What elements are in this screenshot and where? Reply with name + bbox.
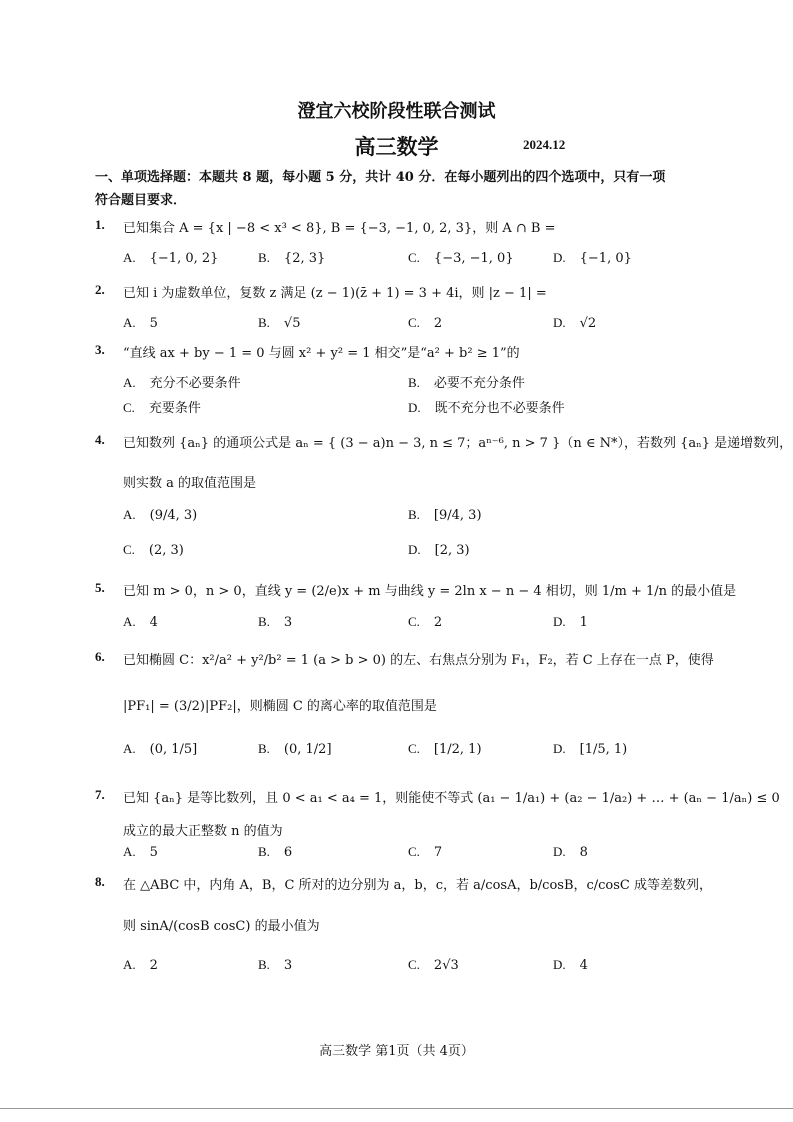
option-text: [2, 3): [434, 543, 470, 558]
answer-option: [123, 957, 158, 973]
option-text: 3: [283, 958, 293, 973]
option-text: [9/4, 3): [433, 508, 482, 523]
question-text: 成立的最大正整数 n 的值为: [123, 824, 283, 839]
question-text: 已知集合 A = {x | −8 < x³ < 8}, B = {−3, −1, 0, 2, 3}，则 A ∩ B =: [123, 221, 556, 236]
option-text: (0, 1/2]: [283, 742, 332, 757]
question-number: 8.: [95, 874, 105, 889]
option-label: B.: [408, 375, 420, 390]
question-number: 4.: [95, 432, 105, 447]
option-text: (9/4, 3): [149, 508, 198, 523]
option-text: 充分不必要条件: [149, 376, 241, 391]
option-text: 5: [149, 845, 158, 860]
question-text: |PF₁| = (3/2)|PF₂|，则椭圆 C 的离心率的取值范围是: [123, 699, 437, 714]
option-label: D.: [553, 250, 566, 265]
option-label: C.: [408, 315, 420, 330]
option-label: D.: [553, 614, 566, 629]
answer-option: [123, 315, 158, 331]
option-text: (0, 1/5]: [149, 742, 198, 757]
option-label: A.: [123, 250, 136, 265]
answer-option: [123, 741, 197, 757]
page-footer: 高三数学 第1页（共 4页）: [319, 1044, 474, 1059]
answer-option: [553, 844, 588, 860]
option-text: {−1, 0, 2}: [149, 251, 219, 266]
option-label: C.: [123, 542, 135, 557]
question-text: 已知椭圆 C：x²/a² + y²/b² = 1 (a > b > 0) 的左、右焦点分别为 F₁，F₂，若 C 上存在一点 P，使得: [123, 653, 714, 668]
option-text: 4: [579, 958, 588, 973]
answer-option: [258, 741, 332, 757]
option-label: D.: [553, 957, 566, 972]
answer-option: [258, 315, 300, 331]
question-text: 已知 m > 0，n > 0，直线 y = (2/e)x + m 与曲线 y = 2ln x − n − 4 相切，则 1/m + 1/n 的最小值是: [123, 584, 737, 599]
answer-option: [408, 614, 442, 630]
option-text: 3: [283, 615, 293, 630]
answer-option: [123, 614, 158, 630]
option-text: 2: [433, 316, 443, 331]
option-label: B.: [408, 507, 420, 522]
question-text: 已知 i 为虚数单位，复数 z 满足 (z − 1)(z̄ + 1) = 3 + 4i，则 |z − 1| =: [123, 286, 547, 301]
question-number: 6.: [95, 649, 105, 664]
section-instructions-cont: 符合题目要求．: [95, 193, 187, 208]
question-number: 2.: [95, 282, 105, 297]
option-label: A.: [123, 957, 136, 972]
option-label: A.: [123, 315, 136, 330]
answer-option: [553, 614, 588, 630]
answer-option: [553, 957, 588, 973]
answer-option: [258, 957, 292, 973]
option-label: D.: [553, 315, 566, 330]
answer-option: [123, 397, 201, 416]
question-text: 则 sinA/(cosB cosC) 的最小值为: [123, 919, 320, 934]
option-label: B.: [258, 844, 270, 859]
option-text: (2, 3): [148, 543, 184, 558]
option-label: C.: [408, 614, 420, 629]
option-text: 2√3: [433, 958, 459, 973]
question-text: 已知数列 {aₙ} 的通项公式是 aₙ = { (3 − a)n − 3, n ≤ 7；aⁿ⁻⁶, n > 7 }（n ∈ N*），若数列 {aₙ} 是递增数列，: [123, 436, 793, 451]
option-text: {2, 3}: [283, 251, 326, 266]
answer-option: [553, 741, 627, 757]
option-text: 2: [149, 958, 158, 973]
option-label: A.: [123, 844, 136, 859]
option-text: [1/2, 1): [433, 742, 482, 757]
question-text: 则实数 a 的取值范围是: [123, 476, 257, 491]
question-text: 在 △ABC 中，内角 A，B，C 所对的边分别为 a，b，c，若 a/cosA，b/cosB，c/cosC 成等差数列，: [123, 878, 713, 893]
answer-option: [258, 614, 292, 630]
answer-option: [123, 542, 184, 558]
exam-subject: 高三数学: [354, 134, 439, 159]
answer-option: [553, 250, 632, 266]
answer-option: [408, 397, 565, 416]
answer-option: [258, 250, 325, 266]
option-label: C.: [123, 400, 135, 415]
option-label: D.: [553, 844, 566, 859]
question-number: 7.: [95, 787, 105, 802]
section-instructions: 一、单项选择题：本题共 8 题，每小题 5 分，共计 40 分．在每小题列出的四个选项中，只有一项: [95, 170, 666, 185]
option-label: C.: [408, 844, 420, 859]
option-text: √5: [283, 316, 301, 331]
answer-option: [408, 315, 442, 331]
option-label: B.: [258, 614, 270, 629]
option-text: 4: [149, 615, 158, 630]
answer-option: [408, 741, 482, 757]
option-text: 必要不充分条件: [433, 376, 525, 391]
answer-option: [408, 542, 470, 558]
option-text: 2: [433, 615, 443, 630]
answer-option: [258, 844, 292, 860]
answer-option: [408, 507, 482, 523]
option-label: D.: [553, 741, 566, 756]
answer-option: [123, 507, 197, 523]
option-text: {−3, −1, 0}: [433, 251, 514, 266]
option-text: √2: [579, 316, 597, 331]
question-number: 3.: [95, 342, 105, 357]
option-label: A.: [123, 507, 136, 522]
answer-option: [553, 315, 596, 331]
exam-date: 2024.12: [523, 137, 566, 152]
option-label: C.: [408, 741, 420, 756]
option-label: A.: [123, 614, 136, 629]
option-label: D.: [408, 400, 421, 415]
option-text: 既不充分也不必要条件: [434, 401, 565, 416]
option-text: 5: [149, 316, 158, 331]
option-label: B.: [258, 315, 270, 330]
exam-title: 澄宜六校阶段性联合测试: [297, 101, 496, 122]
option-label: A.: [123, 741, 136, 756]
option-label: C.: [408, 250, 420, 265]
option-text: 8: [579, 845, 588, 860]
option-text: [1/5, 1): [579, 742, 628, 757]
option-label: B.: [258, 741, 270, 756]
answer-option: [408, 372, 525, 391]
option-text: 6: [283, 845, 293, 860]
answer-option: [123, 250, 218, 266]
option-text: 1: [579, 615, 588, 630]
answer-option: [123, 844, 158, 860]
option-label: B.: [258, 957, 270, 972]
question-number: 5.: [95, 580, 105, 595]
option-text: {−1, 0}: [579, 251, 632, 266]
question-text: 已知 {aₙ} 是等比数列，且 0 < a₁ < a₄ = 1，则能使不等式 (a₁ − 1/a₁) + (a₂ − 1/a₂) + … + (aₙ − 1/aₙ) ≤ 0: [123, 791, 780, 806]
option-text: 充要条件: [148, 401, 201, 416]
option-label: D.: [408, 542, 421, 557]
option-label: B.: [258, 250, 270, 265]
answer-option: [408, 957, 459, 973]
option-text: 7: [433, 845, 443, 860]
page-divider: [0, 1108, 793, 1109]
question-number: 1.: [95, 217, 105, 232]
answer-option: [408, 250, 514, 266]
answer-option: [408, 844, 442, 860]
question-text: “直线 ax + by − 1 = 0 与圆 x² + y² = 1 相交”是“a² + b² ≥ 1”的: [123, 346, 520, 361]
option-label: C.: [408, 957, 420, 972]
answer-option: [123, 372, 241, 391]
option-label: A.: [123, 375, 136, 390]
